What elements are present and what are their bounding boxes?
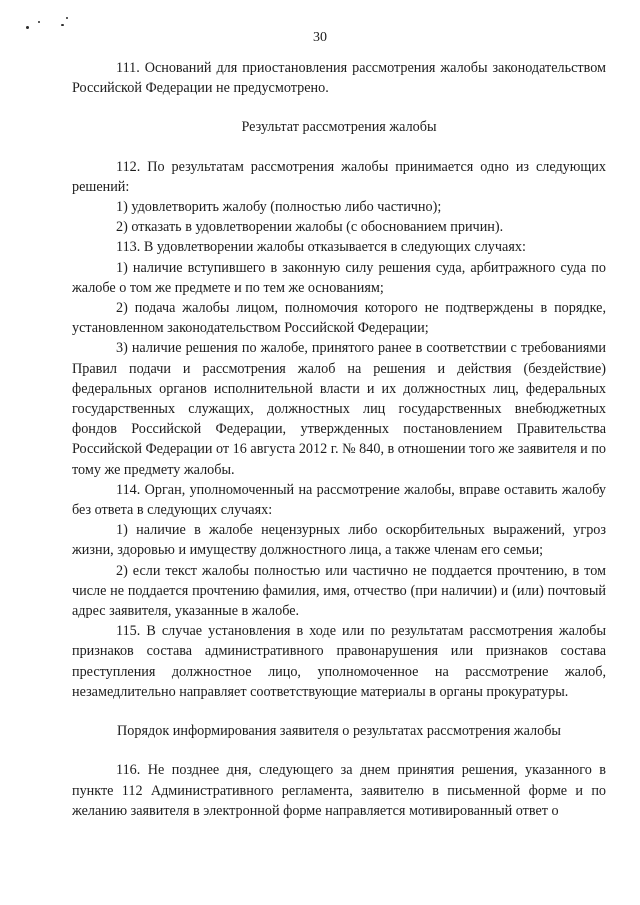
paragraph-115: 115. В случае установления в ходе или по результатам рассмотрения жалобы признаков состава административного правонарушения или признаков состава преступления должностное лицо, уполномоченное на рассмотрение жалоб, незамедлительно направляет соответствующие материалы в органы прокуратуры.	[72, 623, 606, 700]
page-number: 30	[313, 30, 327, 45]
scan-speck-2	[38, 21, 40, 23]
paragraph-112: 112. По результатам рассмотрения жалобы принимается одно из следующих решений:	[72, 158, 606, 195]
paragraph-114-item-2: 2) если текст жалобы полностью или частично не поддается прочтению, в том числе не поддается прочтению фамилия, имя, отчество (при наличии) и (или) почтовый адрес заявителя, указанные в жалобе.	[72, 562, 606, 620]
section-heading-informing: Порядок информирования заявителя о результатах рассмотрения жалобы	[117, 723, 561, 740]
paragraph-114-item-1: 1) наличие в жалобе нецензурных либо оскорбительных выражений, угроз жизни, здоровью и имуществу должностного лица, а также членам его семьи;	[72, 522, 606, 559]
paragraph-112-item-1: 1) удовлетворить жалобу (полностью либо частично);	[116, 199, 442, 216]
paragraph-113: 113. В удовлетворении жалобы отказывается в следующих случаях:	[116, 239, 526, 256]
document-body	[72, 58, 606, 821]
paragraph-112-item-2: 2) отказать в удовлетворении жалобы (с обоснованием причин).	[116, 219, 504, 236]
paragraph-116: 116. Не позднее дня, следующего за днем принятия решения, указанного в пункте 112 Административного регламента, заявителю в письменной форме и по желанию заявителя в электронной форме направляется мотивированный ответ о	[72, 762, 606, 819]
paragraph-114: 114. Орган, уполномоченный на рассмотрение жалобы, вправе оставить жалобу без ответа в следующих случаях:	[72, 481, 606, 519]
paragraph-113-item-1: 1) наличие вступившего в законную силу решения суда, арбитражного суда по жалобе о том же предмете и по тем же основаниям;	[72, 259, 606, 296]
paragraph-113-item-2: 2) подача жалобы лицом, полномочия которого не подтверждены в порядке, установленном законодательством Российской Федерации;	[72, 300, 606, 337]
scan-speck-4	[66, 17, 68, 19]
paragraph-113-item-3: 3) наличие решения по жалобе, принятого ранее в соответствии с требованиями Правил подачи и рассмотрения жалоб на решения и действия (бездействие) федеральных органов исполнительной власти и их должностных лиц, федеральных государственных служащих, должностных лиц государственных внебюджетных фондов Российской Федерации, утвержденных постановлением Правительства Российской Федерации от 16 августа 2012 г. № 840, в отношении того же заявителя и по тому же предмету жалобы.	[72, 340, 606, 478]
paragraph-111: 111. Оснований для приостановления рассмотрения жалобы законодательством Российской Федерации не предусмотрено.	[72, 60, 606, 97]
section-heading-result: Результат рассмотрения жалобы	[241, 119, 437, 136]
scan-speck-3	[61, 24, 64, 26]
scan-speck-1	[26, 26, 29, 29]
